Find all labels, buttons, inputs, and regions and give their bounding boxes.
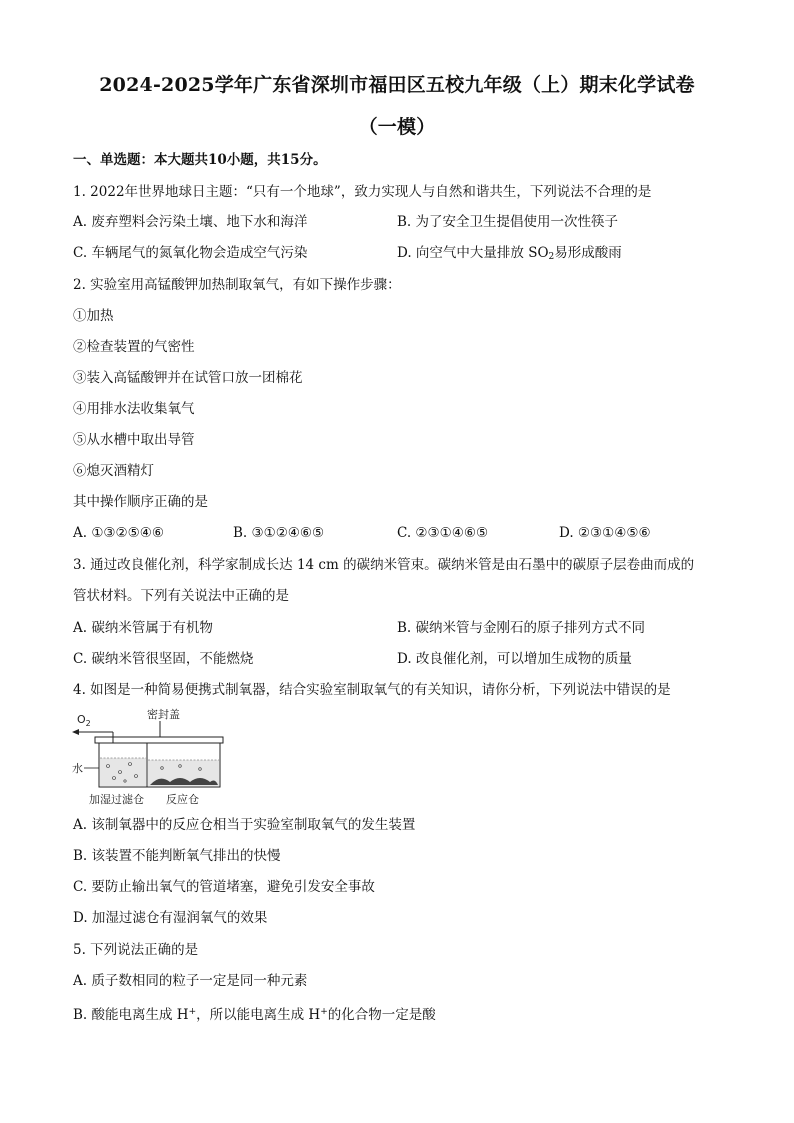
q2-option-a: A. ①③②⑤④⑥ [73, 525, 164, 541]
q4-stem: 4. 如图是一种简易便携式制氧器，结合实验室制取氧气的有关知识，请你分析，下列说法中错误的是 [73, 682, 671, 698]
q1-option-c: C. 车辆尾气的氮氧化物会造成空气污染 [73, 245, 308, 261]
diagram-arrowhead-left [72, 729, 79, 735]
q4-option-a: A. 该制氧器中的反应仓相当于实验室制取氧气的发生装置 [73, 817, 416, 833]
q5-option-b: B. 酸能电离生成 H+，所以能电离生成 H+的化合物一定是酸 [73, 1007, 436, 1023]
diagram-water-left [100, 758, 146, 786]
oxygen-generator-diagram [70, 706, 230, 808]
q1-option-b: B. 为了安全卫生提倡使用一次性筷子 [397, 214, 619, 230]
q3-option-a: A. 碳纳米管属于有机物 [73, 620, 213, 636]
q2-option-d: D. ②③①④⑤⑥ [559, 525, 651, 541]
q5-option-a: A. 质子数相同的粒子一定是同一种元素 [73, 973, 308, 989]
q2-step-3: ③装入高锰酸钾并在试管口放一团棉花 [73, 370, 303, 386]
q3-stem-line2: 管状材料。下列有关说法中正确的是 [73, 588, 289, 604]
q5-stem: 5. 下列说法正确的是 [73, 942, 199, 958]
q4-option-c: C. 要防止输出氧气的管道堵塞，避免引发安全事故 [73, 879, 375, 895]
diagram-reaction-chamber-label: 反应仓 [166, 793, 199, 806]
q2-stem: 2. 实验室用高锰酸钾加热制取氧气，有如下操作步骤： [73, 277, 401, 293]
q2-step-5: ⑤从水槽中取出导管 [73, 432, 195, 448]
q1-option-a: A. 废弃塑料会污染土壤、地下水和海洋 [73, 214, 308, 230]
q2-step-4: ④用排水法收集氧气 [73, 401, 195, 417]
q3-option-c: C. 碳纳米管很坚固，不能燃烧 [73, 651, 254, 667]
q2-step-1: ①加热 [73, 308, 114, 324]
q3-stem-line1: 3. 通过改良催化剂，科学家制成长达 14 cm 的碳纳米管束。碳纳米管是由石墨中的碳原子层卷曲而成的 [73, 557, 695, 573]
exam-title: 2024-2025学年广东省深圳市福田区五校九年级（上）期末化学试卷 [99, 74, 695, 96]
q3-option-b: B. 碳纳米管与金刚石的原子排列方式不同 [397, 620, 646, 636]
q2-step-6: ⑥熄灭酒精灯 [73, 463, 154, 479]
q4-option-b: B. 该装置不能判断氧气排出的快慢 [73, 848, 281, 864]
diagram-lid-label: 密封盖 [147, 708, 180, 721]
q1-option-d: D. 向空气中大量排放 $SO_2$易形成酸雨 [397, 245, 622, 262]
q2-option-c: C. ②③①④⑥⑤ [397, 525, 489, 541]
q2-step-2: ②检查装置的气密性 [73, 339, 195, 355]
diagram-water-label: 水 [72, 762, 83, 775]
q3-option-d: D. 改良催化剂，可以增加生成物的质量 [397, 651, 632, 667]
q2-ask: 其中操作顺序正确的是 [73, 494, 208, 510]
diagram-sealed-lid [95, 737, 223, 743]
q1-stem: 1. 2022年世界地球日主题：“只有一个地球”，致力实现人与自然和谐共生，下列说法不合理的是 [73, 184, 652, 200]
exam-title-subtitle: （一模） [358, 116, 436, 138]
section-heading: 一、单选题：本大题共10小题，共15分。 [73, 152, 327, 168]
q2-option-b: B. ③①②④⑥⑤ [233, 525, 325, 541]
q4-option-d: D. 加湿过滤仓有湿润氧气的效果 [73, 910, 268, 926]
diagram-o2-left-label: $O_2$ [77, 713, 91, 728]
diagram-filter-chamber-label: 加湿过滤仓 [89, 793, 144, 806]
